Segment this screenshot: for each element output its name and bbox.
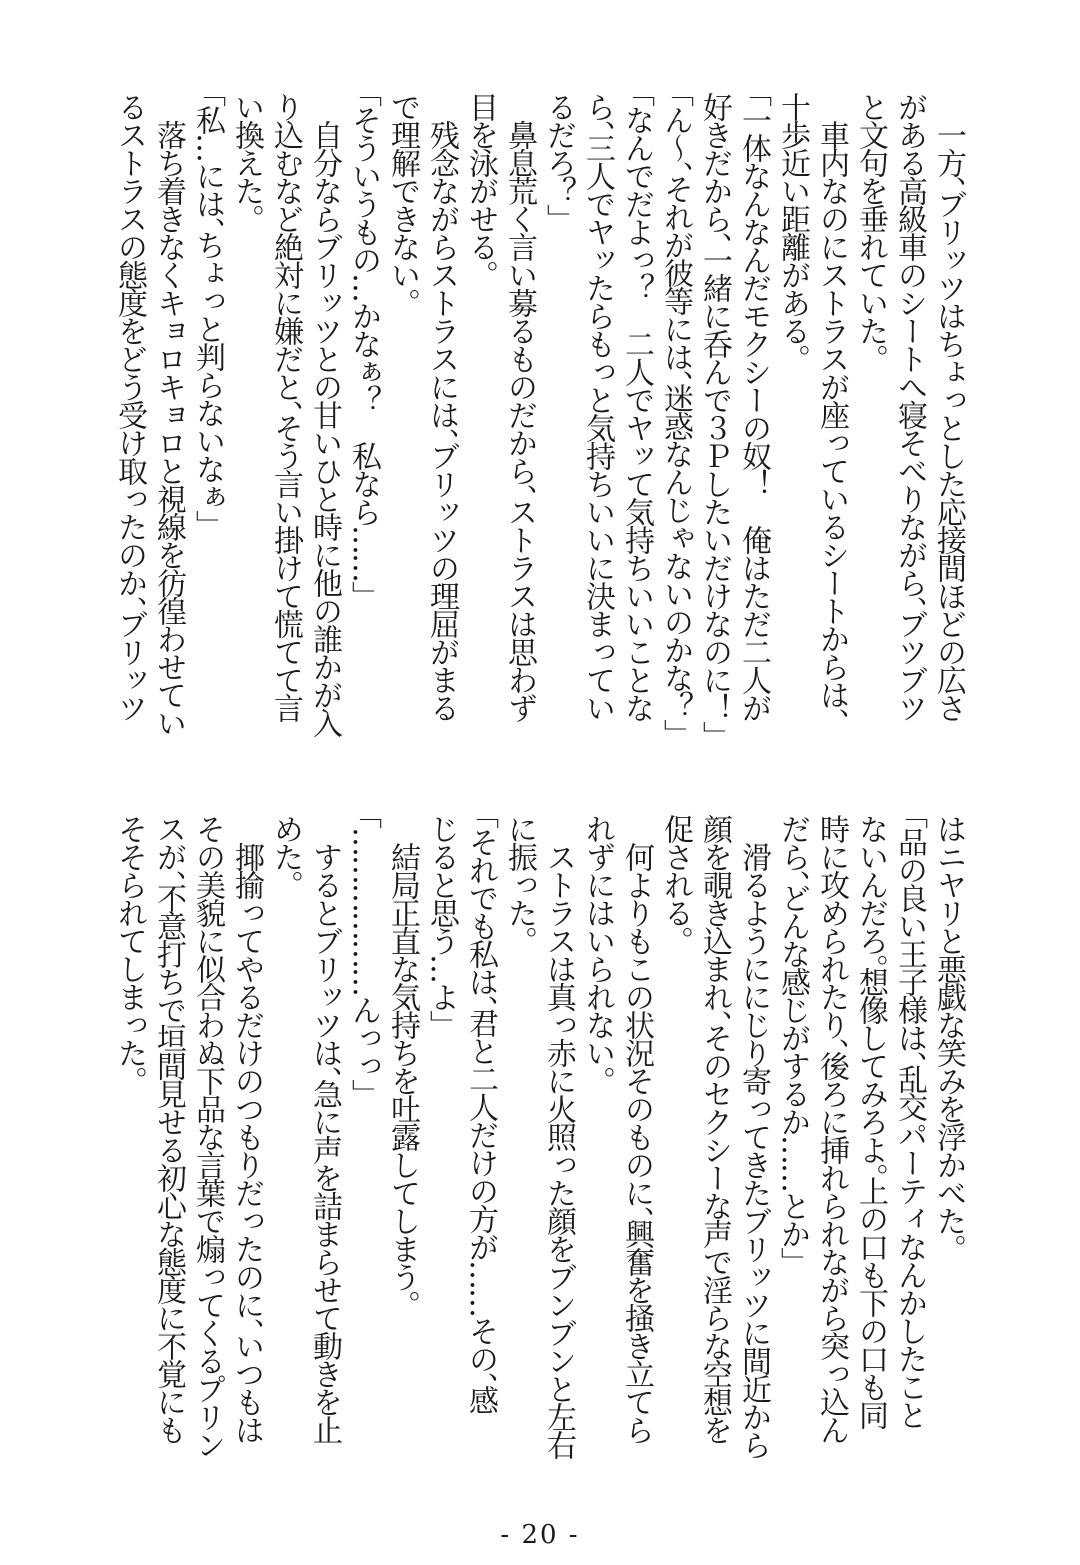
text-line: 「なんでだよっ？ 二人でヤッて気持ちいいことな (619, 92, 654, 721)
text-line: 「それでも私は、君と二人だけの方が……その、感 (463, 814, 498, 1413)
text-line: めた。 (268, 814, 303, 883)
text-line: 鼻息荒く言い募るものだから、ストラスは思わず (502, 92, 537, 721)
text-line: 十歩近い距離がある。 (775, 92, 810, 357)
text-line: ストラスは真っ赤に火照った顔をブンブンと左右 (541, 814, 576, 1458)
text-line: 「一体なんなんだモクシーの奴！ 俺はただ二人が (736, 92, 771, 721)
text-line: るだろ？」 (541, 92, 576, 217)
text-line: その美貌に似合わぬ下品な言葉で煽ってくるプリン (190, 814, 225, 1458)
text-line: れずにはいられない。 (580, 814, 615, 1079)
text-line: 「ん～、それが彼等には、迷惑なんじゃないのかな？」 (658, 92, 693, 732)
text-line: がある高級車のシートへ寝そべりながら、ブツブツ (892, 92, 927, 721)
text-line: だら、どんな感じがするか……とか」 (775, 814, 810, 1260)
text-line: 顔を覗き込まれ、そのセクシーな声で淫らな空想を (697, 814, 732, 1443)
page-number: - 20 - (500, 1520, 580, 1550)
text-line: 落ち着きなくキョロキョロと視線を彷徨わせてい (151, 92, 186, 736)
text-line: 「そういうもの…かなぁ？ 私なら……」 (346, 92, 381, 594)
text-block-bottom (108, 814, 968, 1504)
text-line: い換えた。 (229, 92, 264, 217)
text-line: 「品の良い王子様は、乱交パーティなんかしたこと (892, 814, 927, 1428)
text-line: に振った。 (502, 814, 537, 939)
text-block-top (108, 92, 968, 804)
text-line: 促される。 (658, 814, 693, 939)
text-line: 揶揄ってやるだけのつもりだったのに、いつもは (229, 814, 264, 1443)
text-line: 滑るようににじり寄ってきたブリッツに間近から (736, 814, 771, 1458)
text-line: 時に攻められたり、後ろに挿れられながら突っ込ん (814, 814, 849, 1443)
text-line: り込むなど絶対に嫌だと、そう言い掛けて慌てて言 (268, 92, 303, 721)
text-line: 「私…には、ちょっと判らないなぁ」 (190, 92, 225, 523)
text-line: はニヤリと悪戯な笑みを浮かべた。 (931, 814, 966, 1247)
text-line: 「………………んっっ」 (346, 814, 381, 1092)
text-line: 何よりもこの状況そのものに、興奮を掻き立てら (619, 814, 654, 1443)
text-line: 自分ならブリッツとの甘いひと時に他の誰かが入 (307, 92, 342, 736)
text-line: スが、不意打ちで垣間見せる初心な態度に不覚にも (151, 814, 186, 1443)
text-line: 目を泳がせる。 (463, 92, 498, 273)
text-line: そそられてしまった。 (112, 814, 147, 1079)
text-line: 車内なのにストラスが座っているシートからは、 (814, 92, 849, 721)
text-line: と文句を垂れていた。 (853, 92, 888, 357)
text-line: 好きだから、一緒に呑んで３Ｐしたいだけなのに！」 (697, 92, 732, 734)
text-line: ないんだろ。想像してみろよ。上の口も下の口も同 (853, 814, 888, 1428)
text-line: ら、三人でヤッたらもっと気持ちいいに決まってい (580, 92, 615, 721)
text-line: で理解できない。 (385, 92, 420, 301)
text-line: じると思う…よ」 (424, 814, 459, 1023)
text-line: るストラスの態度をどう受け取ったのか、ブリッツ (112, 92, 147, 721)
text-line: するとブリッツは、急に声を詰まらせて動きを止 (307, 814, 342, 1443)
text-line: 残念ながらストラスには、ブリッツの理屈がまる (424, 92, 459, 721)
text-line: 一方、ブリッツはちょっとした応接間ほどの広さ (931, 92, 966, 721)
text-line: 結局正直な気持ちを吐露してしまう。 (385, 814, 420, 1303)
